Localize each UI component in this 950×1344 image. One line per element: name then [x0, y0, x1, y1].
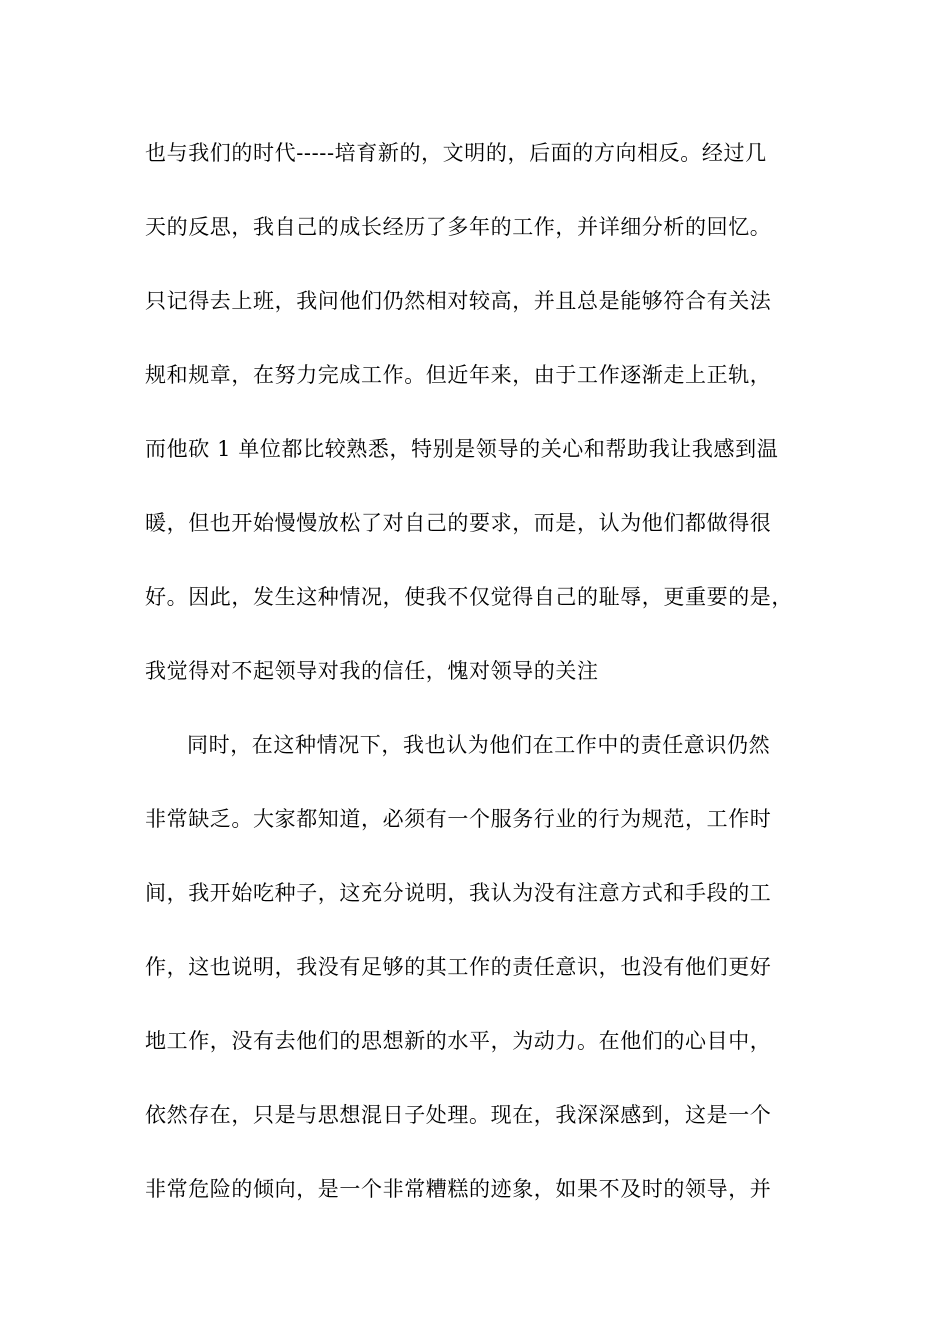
text-line: 好。因此，发生这种情况，使我不仅觉得自己的耻辱，更重要的是， [145, 585, 793, 609]
text-line: 作，这也说明，我没有足够的其工作的责任意识，也没有他们更好 [145, 955, 772, 979]
text-line: 只记得去上班，我问他们仍然相对较高，并且总是能够符合有关法 [145, 289, 772, 313]
text-line: 依然存在，只是与思想混日子处理。现在，我深深感到，这是一个 [145, 1103, 772, 1127]
text-line: 暖，但也开始慢慢放松了对自己的要求，而是，认为他们都做得很 [145, 511, 772, 535]
text-line: 而他砍 1 单位都比较熟悉，特别是领导的关心和帮助我让我感到温 [145, 437, 779, 461]
text-line: 也与我们的时代-----培育新的，文明的，后面的方向相反。经过几 [145, 141, 767, 165]
document-body [145, 133, 825, 1243]
text-line: 地工作，没有去他们的思想新的水平，为动力。在他们的心目中， [145, 1029, 772, 1053]
text-line: 非常危险的倾向，是一个非常糟糕的迹象，如果不及时的领导，并 [145, 1177, 772, 1201]
text-line: 间，我开始吃种子，这充分说明，我认为没有注意方式和手段的工 [145, 881, 772, 905]
text-line: 同时，在这种情况下，我也认为他们在工作中的责任意识仍然 [187, 733, 771, 757]
text-line: 天的反思，我自己的成长经历了多年的工作，并详细分析的回忆。 [145, 215, 772, 239]
text-line: 我觉得对不起领导对我的信任，愧对领导的关注 [145, 659, 599, 683]
text-line: 规和规章，在努力完成工作。但近年来，由于工作逐渐走上正轨， [145, 363, 772, 387]
text-line: 非常缺乏。大家都知道，必须有一个服务行业的行为规范，工作时 [145, 807, 772, 831]
